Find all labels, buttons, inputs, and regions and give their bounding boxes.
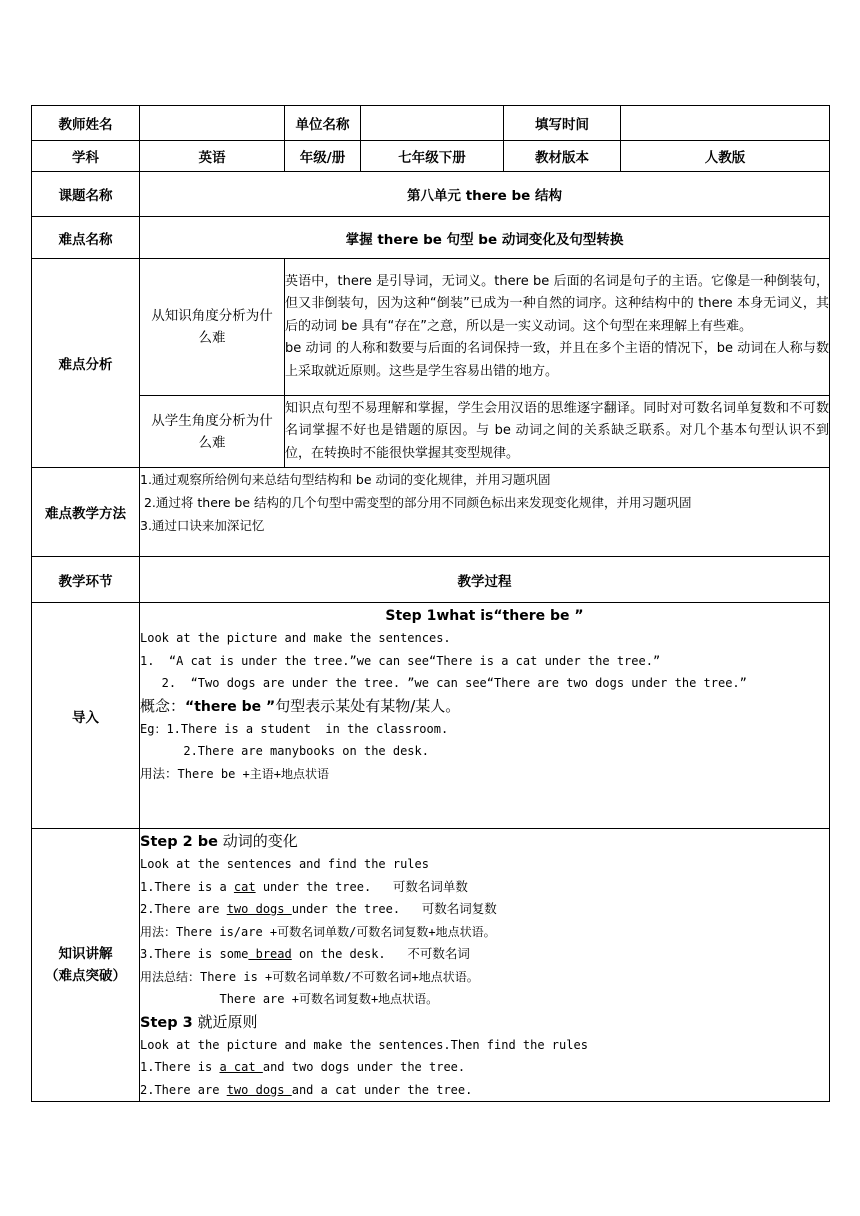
step2-line-5 — [140, 943, 829, 966]
topic-label: 课题名称 — [32, 172, 140, 217]
step2-title — [140, 830, 829, 853]
teacher-label: 教师姓名 — [32, 106, 140, 141]
intro-line-1: Look at the picture and make the sentences. — [140, 631, 451, 645]
step2-title-cn: 动词的变化 — [218, 832, 298, 850]
s2-l5-cn: 不可数名词 — [407, 946, 470, 961]
s3-l2-a: 1.There is — [140, 1060, 220, 1074]
analysis-row-student — [32, 396, 830, 468]
time-value — [621, 106, 830, 141]
s2-l5-underline: bread — [248, 947, 292, 961]
analysis-row-knowledge — [32, 259, 830, 396]
edition-value: 人教版 — [621, 141, 830, 172]
step2-line-2 — [140, 876, 829, 899]
process-stage-label: 教学环节 — [32, 557, 140, 603]
example-line-2: 2.There are manybooks on the desk. — [140, 744, 429, 758]
knowledge-label-2: （难点突破） — [45, 968, 126, 984]
method-item-1: 1.通过观察所给例句来总结句型结构和 be 动词的变化规律，并用习题巩固 — [140, 472, 551, 487]
step2-line-6: 用法总结：There is +可数名词单数/不可数名词+地点状语。 — [140, 969, 479, 984]
knowledge-paragraph-2: be 动词 的人称和数要与后面的名词保持一致，并且在多个主语的情况下，be 动词在人称与数上采取就近原则。这些是学生容易出错的地方。 — [285, 341, 829, 379]
intro-line-3: 2. “Two dogs are under the tree. ”we can see“There are two dogs under the tree.” — [140, 676, 747, 690]
topic-value: 第八单元 there be 结构 — [140, 172, 830, 217]
s2-l2-underline: cat — [233, 879, 256, 894]
s2-l2-cn: 可数名词单数 — [392, 878, 468, 894]
header-row-2 — [32, 141, 830, 172]
step2-line-1: Look at the sentences and find the rules — [140, 857, 429, 871]
analysis-label: 难点分析 — [32, 259, 140, 468]
step3-line-2 — [140, 1056, 829, 1079]
methods-label: 难点教学方法 — [32, 468, 140, 557]
s2-l3-a: 2.There are — [140, 902, 227, 916]
concept-term: “there be ” — [185, 698, 276, 715]
grade-label: 年级/册 — [285, 141, 361, 172]
step3-title — [140, 1011, 829, 1034]
step2-title-en: Step 2 be — [140, 834, 218, 850]
s2-l3-underline: two dogs — [226, 902, 292, 916]
process-label: 教学过程 — [140, 557, 830, 603]
subject-value: 英语 — [140, 141, 285, 172]
s2-l2-b: under the tree. — [255, 879, 393, 894]
example-line-1: Eg：1.There is a student in the classroom. — [140, 721, 449, 736]
concept-line — [140, 695, 829, 718]
knowledge-paragraph-1: 英语中，there 是引导词，无词义。there be 后面的名词是句子的主语。它像是一种倒装句，但又非倒装句，因为这种“倒装”已成为一种自然的词序。这种结构中的 there 本身无词义，其后的动词 be 具有“存在”之意，所以是一实义动词。这个句型在来理解上有些难。 — [285, 273, 829, 334]
s2-l2-a: 1.There is a — [140, 879, 234, 894]
difficulty-row — [32, 217, 830, 259]
s3-l3-underline: two dogs — [226, 1082, 292, 1097]
step3-line-1: Look at the picture and make the sentences.Then find the rules — [140, 1037, 588, 1052]
step1-title: Step 1what is“there be ” — [385, 608, 584, 624]
s3-l2-underline: a cat — [219, 1060, 263, 1074]
concept-definition: 句型表示某处有某物/某人。 — [275, 696, 461, 715]
unit-label: 单位名称 — [285, 106, 361, 141]
step3-title-cn: 就近原则 — [192, 1012, 258, 1031]
knowledge-angle-text — [285, 259, 830, 396]
method-item-2: 2.通过将 there be 结构的几个句型中需变型的部分用不同颜色标出来发现变化规律，并用习题巩固 — [140, 495, 692, 510]
lesson-plan-table — [31, 105, 830, 1102]
time-label: 填写时间 — [504, 106, 621, 141]
concept-prefix: 概念： — [140, 696, 186, 715]
knowledge-label — [32, 829, 140, 1102]
s2-l3-cn: 可数名词复数 — [421, 901, 497, 916]
s2-l5-b: on the desk. — [291, 947, 408, 961]
intro-row — [32, 603, 830, 829]
subject-label: 学科 — [32, 141, 140, 172]
unit-value — [361, 106, 504, 141]
step3-line-3 — [140, 1079, 829, 1102]
intro-label: 导入 — [32, 603, 140, 829]
topic-row — [32, 172, 830, 217]
s3-l3-a: 2.There are — [140, 1082, 227, 1097]
teacher-value — [140, 106, 285, 141]
knowledge-row — [32, 829, 830, 1102]
usage-prefix: 用法： — [140, 765, 178, 781]
s3-l3-b: and a cat under the tree. — [291, 1082, 473, 1097]
student-angle-label: 从学生角度分析为什么难 — [140, 396, 285, 468]
s3-l2-b: and two dogs under the tree. — [262, 1060, 466, 1074]
step2-line-7: There are +可数名词复数+地点状语。 — [140, 992, 439, 1006]
methods-list — [140, 468, 830, 557]
step2-line-4: 用法：There is/are +可数名词单数/可数名词复数+地点状语。 — [140, 924, 496, 939]
s2-l3-b: under the tree. — [291, 902, 422, 916]
knowledge-angle-label: 从知识角度分析为什么难 — [140, 259, 285, 396]
header-row-1 — [32, 106, 830, 141]
difficulty-value: 掌握 there be 句型 be 动词变化及句型转换 — [140, 217, 830, 259]
intro-content — [140, 603, 830, 829]
step2-line-3 — [140, 898, 829, 921]
method-item-3: 3.通过口诀来加深记忆 — [140, 518, 265, 533]
edition-label: 教材版本 — [504, 141, 621, 172]
usage-line — [140, 763, 829, 786]
difficulty-label: 难点名称 — [32, 217, 140, 259]
step3-title-en: Step 3 — [140, 1014, 193, 1031]
grade-value: 七年级下册 — [361, 141, 504, 172]
student-angle-text: 知识点句型不易理解和掌握，学生会用汉语的思维逐字翻译。同时对可数名词单复数和不可数名词掌握不好也是错题的原因。与 be 动词之间的关系缺乏联系。对几个基本句型认识不到位，在转换时不能很快掌握其变型规律。 — [285, 396, 830, 468]
knowledge-content — [140, 829, 830, 1102]
intro-line-2: 1. “A cat is under the tree.”we can see“There is a cat under the tree.” — [140, 653, 661, 668]
usage-text: There be +主语+地点状语 — [177, 766, 329, 781]
knowledge-label-1: 知识讲解 — [58, 946, 113, 962]
process-header-row — [32, 557, 830, 603]
s2-l5-a: 3.There is some — [140, 947, 249, 961]
methods-row — [32, 468, 830, 557]
